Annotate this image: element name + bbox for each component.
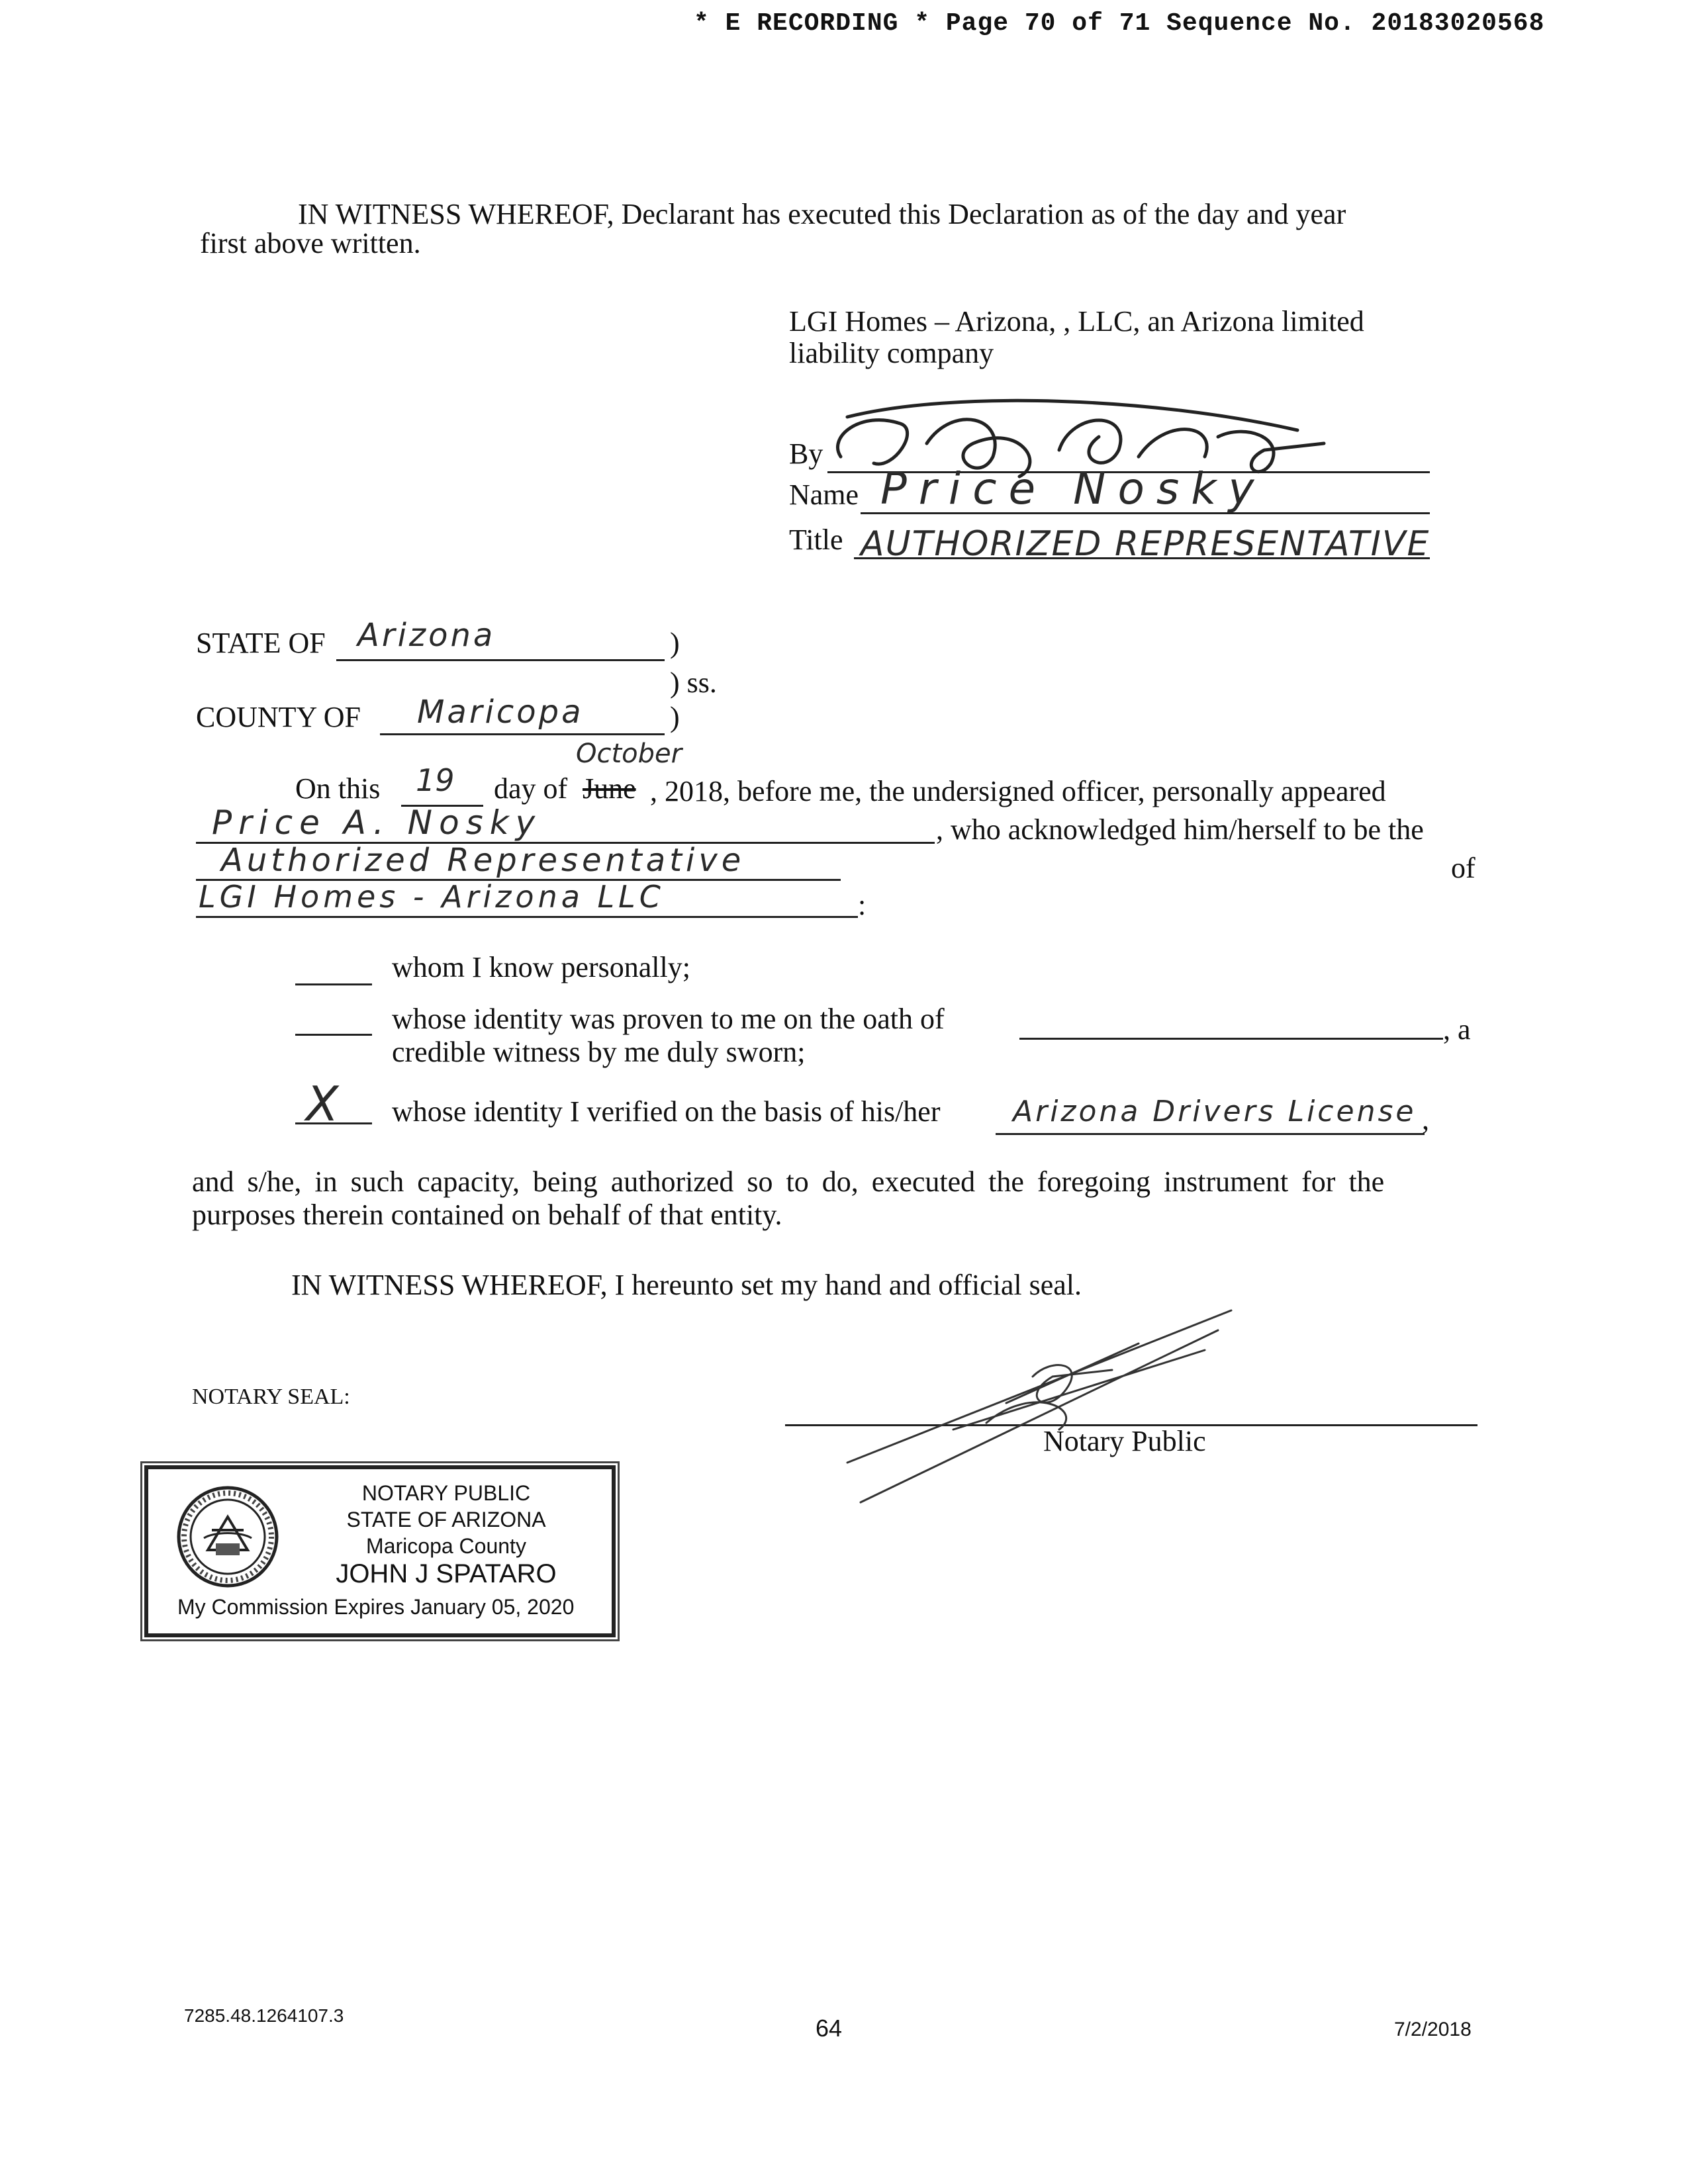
company-line2: liability company [789,337,994,369]
acknowledged-text: , who acknowledged him/herself to be the [936,813,1424,846]
option3-text: whose identity I verified on the basis of his/her [392,1095,941,1128]
name-handwritten: Price Nosky [880,463,1266,514]
entity-value: LGI Homes - Arizona LLC [199,879,665,915]
entity-line [196,916,858,918]
state-line [336,659,665,661]
by-label: By [789,437,823,470]
capacity-line2: purposes therein contained on behalf of that entity. [192,1199,782,1231]
seal-line1: NOTARY PUBLIC [361,1481,531,1505]
declaration-witness-line2: first above written. [200,227,421,259]
month-struck: June [583,772,636,805]
notary-public-label: Notary Public [1043,1425,1206,1457]
company-line1: LGI Homes – Arizona, , LLC, an Arizona limited [789,305,1364,338]
name-label: Name [789,478,859,511]
state-paren: ) [670,627,680,659]
title-handwritten: AUTHORIZED REPRESENTATIVE [861,524,1430,564]
option3-mark: X [306,1076,339,1132]
county-label: COUNTY OF [196,701,361,733]
notary-seal-stamp [144,1465,616,1637]
county-line [380,733,665,735]
option3-value: Arizona Drivers License [1013,1095,1417,1128]
option1-text: whom I know personally; [392,951,690,983]
title-label: Title [789,523,843,556]
seal-line5: My Commission Expires January 05, 2020 [177,1595,575,1619]
option2-end: , a [1443,1013,1471,1046]
option1-blank [295,983,372,985]
notary-signature [834,1304,1244,1516]
footer-date: 7/2/2018 [1394,2019,1472,2040]
state-value: Arizona [357,617,496,654]
option2-text: whose identity was proven to me on the oath of [392,1003,945,1035]
seal-line3: Maricopa County [366,1534,526,1558]
county-paren: ) [670,701,680,733]
ss-label: ) ss. [670,666,717,699]
on-this-label: On this [295,772,381,805]
notary-seal-label: NOTARY SEAL: [192,1385,350,1409]
footer-doc-number: 7285.48.1264107.3 [184,2005,344,2026]
option3-line [996,1133,1425,1135]
state-label: STATE OF [196,627,326,659]
recording-header: * E RECORDING * Page 70 of 71 Sequence No. 20183020568 [694,9,1545,38]
of-text: of [1451,852,1476,884]
person-value: Price A. Nosky [212,803,542,842]
capacity-value: Authorized Representative [221,842,745,879]
option2-line2: credible witness by me duly sworn; [392,1036,806,1068]
month-handwritten: October [576,739,682,769]
seal-line4: JOHN J SPATARO [336,1559,557,1588]
capacity-line1: and s/he, in such capacity, being authorized so to do, executed the foregoing instrument for the [192,1165,1385,1198]
day-value: 19 [416,762,455,798]
day-of-label: day of [494,772,568,805]
entity-colon: : [858,889,867,921]
great-seal-icon [175,1484,281,1590]
footer-page-number: 64 [816,2015,843,2042]
year-text: , 2018, before me, the undersigned officer, personally appeared [650,775,1386,807]
county-value: Maricopa [417,694,584,731]
option2-oath-line [1019,1038,1443,1040]
option2-blank [295,1034,372,1036]
seal-line2: STATE OF ARIZONA [346,1508,546,1531]
option3-end: , [1422,1103,1429,1136]
notary-witness-text: IN WITNESS WHEREOF, I hereunto set my hand and official seal. [291,1269,1082,1301]
declaration-witness-line1: IN WITNESS WHEREOF, Declarant has executed this Declaration as of the day and year [298,198,1346,230]
